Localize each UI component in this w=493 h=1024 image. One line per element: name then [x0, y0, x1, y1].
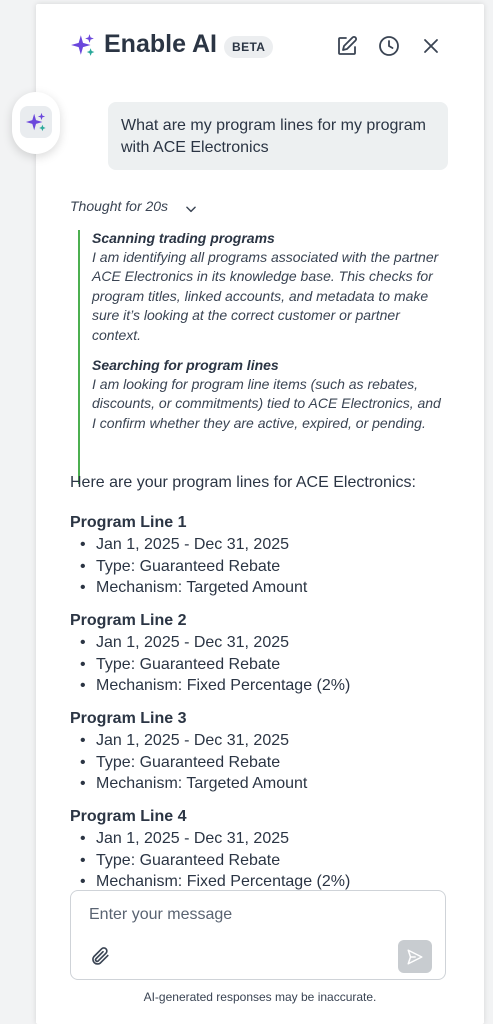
attach-button[interactable] [89, 945, 111, 967]
send-icon [406, 948, 424, 966]
program-line-type: • Type: Guaranteed Rebate [70, 556, 450, 578]
sparkle-icon [25, 111, 47, 133]
program-line-type: • Type: Guaranteed Rebate [70, 752, 450, 774]
program-line-mechanism: • Mechanism: Fixed Percentage (2%) [70, 675, 450, 697]
thought-label: Thought for 20s [70, 198, 169, 214]
thought-title: Scanning trading programs [92, 230, 275, 246]
program-line [70, 512, 450, 599]
message-composer [70, 890, 446, 980]
sparkle-icon [70, 32, 96, 58]
send-button[interactable] [398, 940, 432, 973]
thought-toggle[interactable] [70, 198, 168, 214]
program-line [70, 806, 450, 893]
program-line-mechanism: • Mechanism: Fixed Percentage (2%) [70, 871, 450, 893]
program-line-title: Program Line 3 [70, 710, 187, 727]
thought-section [92, 357, 442, 433]
history-icon [377, 34, 401, 58]
program-line-title: Program Line 4 [70, 808, 187, 825]
thought-details [78, 230, 442, 484]
program-line-title: Program Line 2 [70, 612, 187, 629]
ai-assistant-panel [36, 4, 484, 1024]
program-line-type: • Type: Guaranteed Rebate [70, 850, 450, 872]
response-intro: Here are your program lines for ACE Electronics: [70, 474, 416, 491]
message-input[interactable] [87, 905, 411, 925]
edit-icon [335, 34, 359, 58]
program-line-type: • Type: Guaranteed Rebate [70, 654, 450, 676]
program-line-mechanism: • Mechanism: Targeted Amount [70, 577, 450, 599]
panel-header [36, 4, 484, 84]
program-line-dates: • Jan 1, 2025 - Dec 31, 2025 [70, 534, 450, 556]
program-line-mechanism: • Mechanism: Targeted Amount [70, 773, 450, 795]
thought-text: I am identifying all programs associated with the partner ACE Electronics in its knowledge base. This checks for program titles, linked accounts, and metadata to make sure it’s looking at the correct customer or partner context. [92, 249, 439, 343]
conversation-area[interactable] [70, 194, 460, 890]
program-line-dates: • Jan 1, 2025 - Dec 31, 2025 [70, 632, 450, 654]
new-chat-button[interactable] [335, 34, 359, 58]
thought-title: Searching for program lines [92, 357, 279, 373]
close-button[interactable] [419, 34, 443, 58]
chevron-down-icon [184, 202, 198, 216]
program-line [70, 708, 450, 795]
paperclip-icon [89, 945, 111, 967]
thought-text: I am looking for program line items (such as rebates, discounts, or commitments) tied to ACE Electronics, and I confirm whether they are active, expired, or pending. [92, 376, 441, 431]
program-line-dates: • Jan 1, 2025 - Dec 31, 2025 [70, 828, 450, 850]
disclaimer-text: AI-generated responses may be inaccurate. [143, 990, 377, 1004]
program-line-dates: • Jan 1, 2025 - Dec 31, 2025 [70, 730, 450, 752]
close-icon [419, 34, 443, 58]
beta-badge: BETA [224, 36, 273, 58]
floating-launcher-inner[interactable] [20, 106, 52, 138]
history-button[interactable] [377, 34, 401, 58]
program-line [70, 610, 450, 697]
user-message-bubble: What are my program lines for my program with ACE Electronics [108, 102, 448, 170]
panel-title: Enable AI [104, 30, 217, 58]
program-line-title: Program Line 1 [70, 514, 187, 531]
thought-section [92, 230, 442, 345]
floating-ai-launcher[interactable] [12, 92, 60, 154]
